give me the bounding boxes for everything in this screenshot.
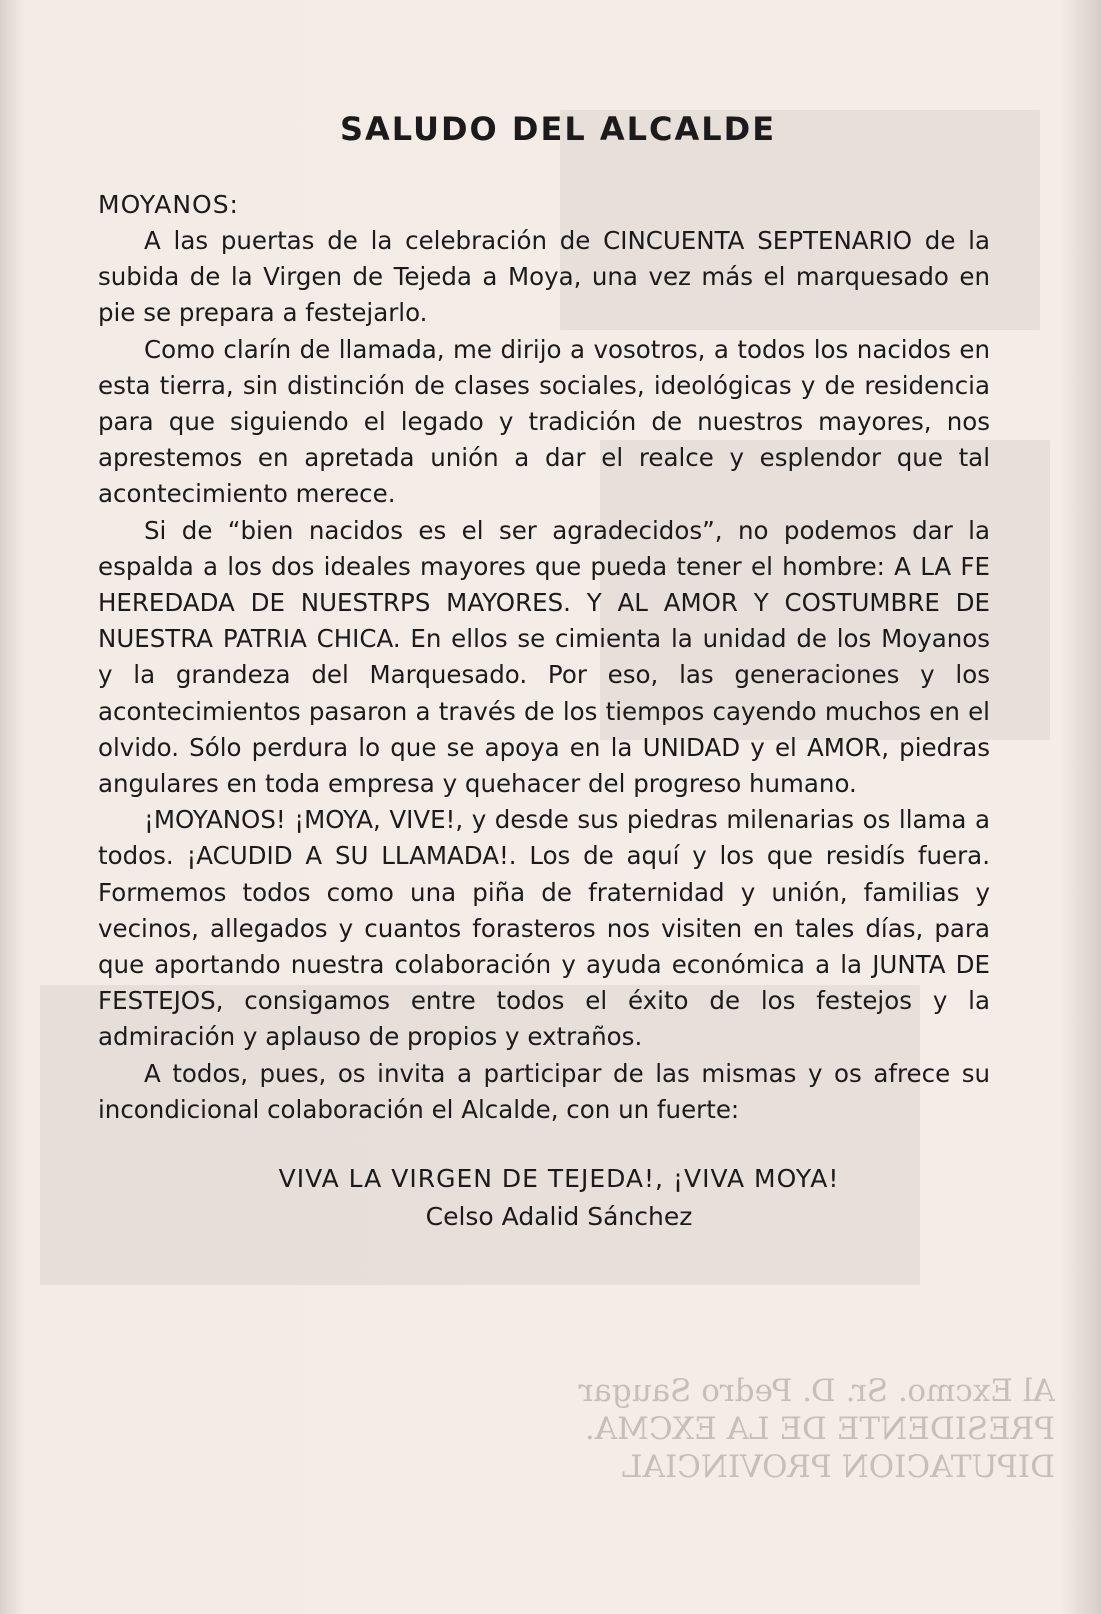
paragraph-5: A todos, pues, os invita a participar de las mismas y os afrece su incondicional colaboración el Alcalde, con un fuerte: bbox=[98, 1058, 990, 1124]
signature: Celso Adalid Sánchez bbox=[425, 1202, 693, 1232]
paragraph-2: Como clarín de llamada, me dirijo a vosotros, a todos los nacidos en esta tierra, sin distinción de clases sociales, ideológicas y de residencia para que siguiendo el legado y tradición de nuestros mayores, nos aprestemos en apretada unión a dar el realce y esplendor que tal acontecimiento merece. bbox=[98, 334, 990, 509]
closing-cheer: VIVA LA VIRGEN DE TEJEDA!, ¡VIVA MOYA! bbox=[278, 1164, 840, 1194]
show-through-line-3: DIPUTACION PROVINCIAL bbox=[621, 1449, 1055, 1485]
paragraph-1: A las puertas de la celebración de CINCUENTA SEPTENARIO de la subida de la Virgen de Tejeda a Moya, una vez más el marquesado en pie se prepara a festejarlo. bbox=[98, 226, 990, 328]
closing bbox=[98, 1160, 990, 1236]
letter-body bbox=[98, 110, 990, 1236]
show-through-line-1: Al Excmo. Sr. D. Pedro Saugar bbox=[578, 1373, 1055, 1409]
page-title: SALUDO DEL ALCALDE bbox=[339, 110, 777, 148]
salutation: MOYANOS: bbox=[98, 190, 239, 219]
paragraph-4: ¡MOYANOS! ¡MOYA, VIVE!, y desde sus piedras milenarias os llama a todos. ¡ACUDID A SU LLAMADA!. Los de aquí y los que residís fuera. Formemos todos como una piña de fraternidad y unión, familias y vecinos, allegados y cuantos forasteros nos visiten en tales días, para que aportando nuestra colaboración y ayuda económica a la JUNTA DE FESTEJOS, consigamos entre todos el éxito de los festejos y la admiración y aplauso de propios y extraños. bbox=[98, 805, 990, 1052]
show-through-line-2: PRESIDENTE DE LA EXCMA. bbox=[584, 1411, 1055, 1447]
show-through-mirrored-text bbox=[555, 1372, 1055, 1486]
paragraph-3: Si de “bien nacidos es el ser agradecidos”, no podemos dar la espalda a los dos ideales mayores que pueda tener el hombre: A LA FE HEREDADA DE NUESTRPS MAYORES. Y AL AMOR Y COSTUMBRE DE NUESTRA PATRIA CHICA. En ellos se cimienta la unidad de los Moyanos y la grandeza del Marquesado. Por eso, las generaciones y los acontecimientos pasaron a través de los tiempos cayendo muchos en el olvido. Sólo perdura lo que se apoya en la UNIDAD y el AMOR, piedras angulares en toda empresa y quehacer del progreso humano. bbox=[98, 515, 990, 799]
